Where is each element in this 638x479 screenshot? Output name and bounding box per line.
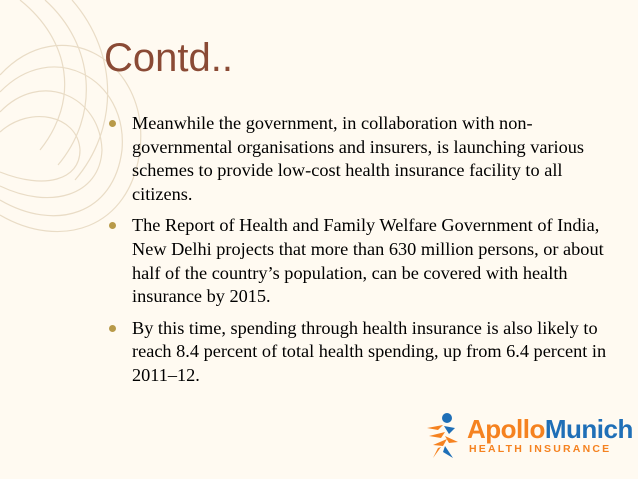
bullet-text: The Report of Health and Family Welfare Government of India, New Delhi projects that more than 630 million persons, or about half of the country’s population, can be covered with health insurance by 2015. xyxy=(132,215,604,307)
bullet-dot-icon xyxy=(109,325,116,332)
logo-subtitle: HEALTH INSURANCE xyxy=(469,443,612,455)
bullet-item xyxy=(106,317,626,388)
apollo-munich-logo xyxy=(425,412,633,460)
logo-figure-icon xyxy=(425,412,463,460)
slide-title: Contd.. xyxy=(104,36,233,80)
logo-word-apollo: Apollo xyxy=(467,414,545,444)
bullet-dot-icon xyxy=(109,120,116,127)
bullet-item xyxy=(106,214,626,308)
bullet-text: Meanwhile the government, in collaboration with non-governmental organisations and insurers, is launching various schemes to provide low-cost health insurance facility to all citizens. xyxy=(132,113,585,204)
bullet-text: By this time, spending through health insurance is also likely to reach 8.4 percent of total health spending, up from 6.4 percent in 2011–12. xyxy=(132,317,607,385)
bullet-dot-icon xyxy=(109,222,116,229)
logo-wordmark xyxy=(467,414,633,444)
bullet-item xyxy=(106,112,626,206)
bullet-list xyxy=(106,112,626,396)
logo-word-munich: Munich xyxy=(544,414,633,444)
